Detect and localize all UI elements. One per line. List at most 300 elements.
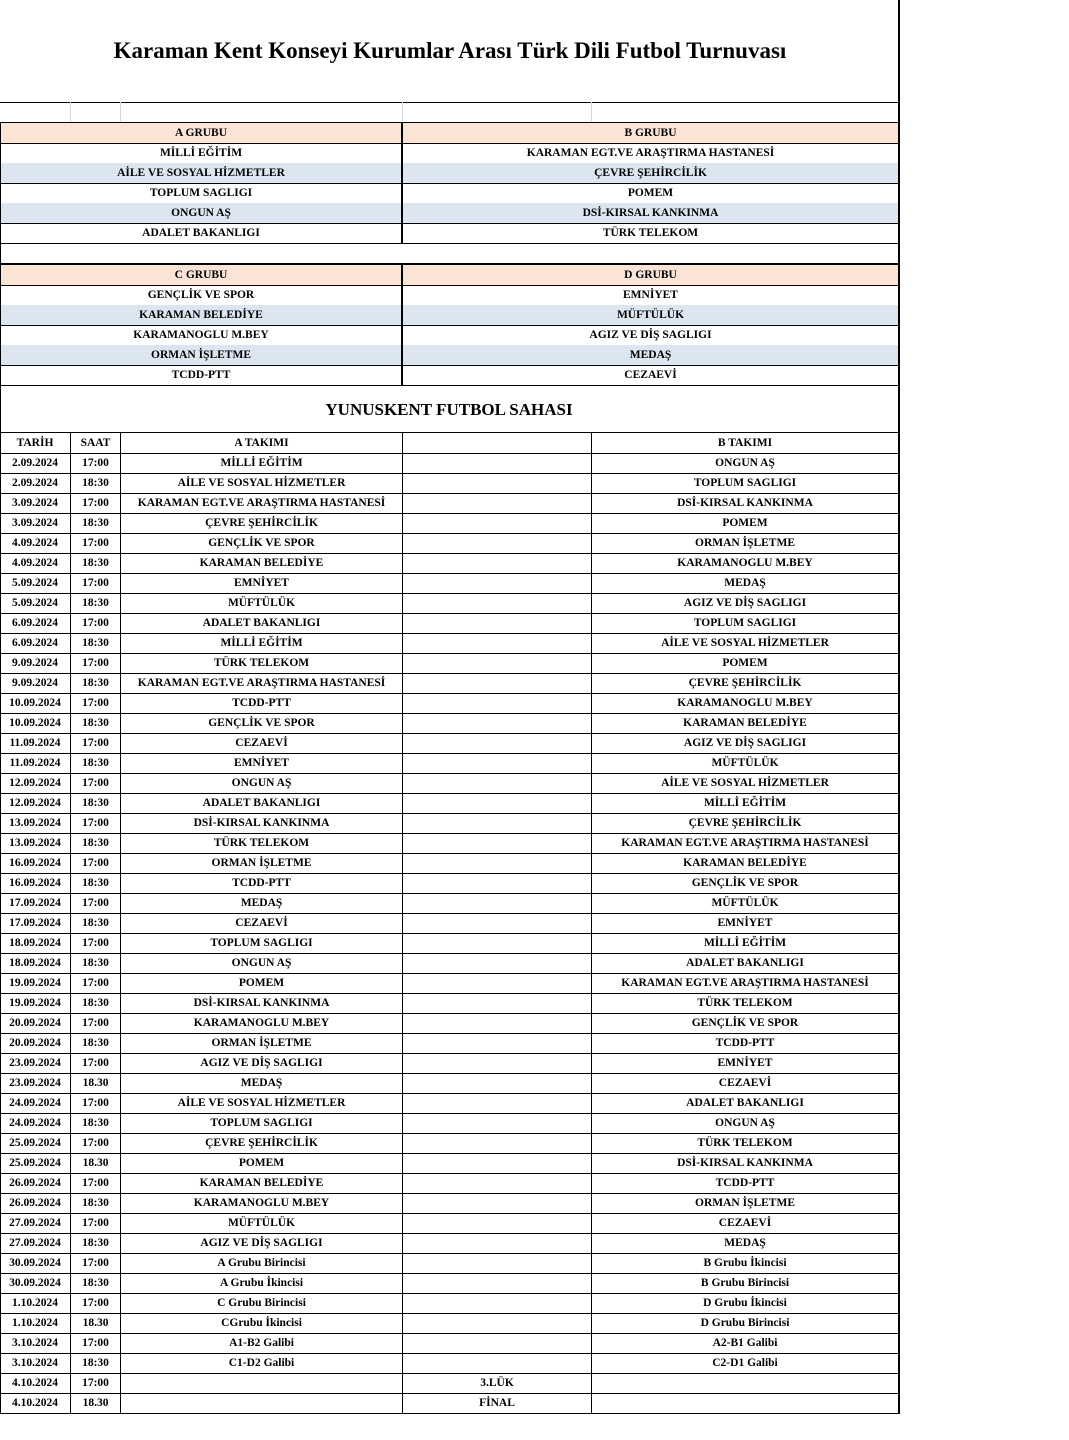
match-row — [0, 733, 898, 754]
match-time: 18:30 — [82, 717, 109, 729]
match-team-a: GENÇLİK VE SPOR — [208, 717, 315, 729]
match-team-b: KARAMANOGLU M.BEY — [677, 697, 813, 709]
match-team-b: D Grubu Birincisi — [700, 1317, 790, 1329]
match-date: 4.09.2024 — [12, 537, 58, 549]
match-team-a: POMEM — [238, 1157, 285, 1169]
group-team-row — [0, 345, 898, 366]
column-divider — [591, 433, 592, 1414]
group-team-row — [0, 183, 898, 204]
match-time: 17:00 — [82, 857, 109, 869]
match-time: 17:00 — [82, 1297, 109, 1309]
match-team-b: POMEM — [722, 657, 768, 669]
match-team-a: GENÇLİK VE SPOR — [208, 537, 315, 549]
match-stage — [403, 1133, 591, 1153]
match-time: 17:00 — [82, 1017, 109, 1029]
match-team-a: AİLE VE SOSYAL HİZMETLER — [177, 1097, 346, 1109]
group-team-row — [0, 305, 898, 326]
match-team-b: ÇEVRE ŞEHİRCİLİK — [688, 817, 802, 829]
match-date: 17.09.2024 — [9, 897, 61, 909]
match-team-a: TOPLUM SAGLIGI — [210, 937, 313, 949]
match-time: 18:30 — [82, 1237, 109, 1249]
match-time: 18:30 — [82, 997, 109, 1009]
match-row — [0, 1373, 898, 1394]
match-row — [0, 1133, 898, 1154]
match-time: 17:00 — [82, 1217, 109, 1229]
match-stage — [403, 1333, 591, 1353]
match-team-b — [592, 1373, 898, 1393]
venue-title: YUNUSKENT FUTBOL SAHASI — [0, 387, 898, 433]
match-date: 11.09.2024 — [9, 757, 61, 769]
match-team-a: TCDD-PTT — [232, 697, 291, 709]
match-time: 17:00 — [82, 457, 109, 469]
match-row — [0, 833, 898, 854]
match-team-b: MİLLİ EĞİTİM — [703, 797, 787, 809]
match-team-b: AGIZ VE DİŞ SAGLIGI — [683, 597, 807, 609]
match-row — [0, 1113, 898, 1134]
match-team-a: ADALET BAKANLIGI — [202, 797, 321, 809]
group-team-row — [0, 163, 898, 184]
match-row — [0, 1073, 898, 1094]
match-date: 27.09.2024 — [9, 1237, 61, 1249]
match-team-a: EMNİYET — [234, 577, 289, 589]
match-stage — [403, 1073, 591, 1093]
match-team-a: MEDAŞ — [240, 897, 283, 909]
match-time: 17:00 — [82, 1057, 109, 1069]
match-time: 17:00 — [82, 577, 109, 589]
match-row — [0, 933, 898, 954]
match-team-b: B Grubu Birincisi — [700, 1277, 790, 1289]
match-team-a: POMEM — [238, 977, 285, 989]
match-team-a: KARAMANOGLU M.BEY — [193, 1197, 330, 1209]
match-date: 11.09.2024 — [9, 737, 61, 749]
match-stage — [403, 1253, 591, 1273]
match-team-b: ONGUN AŞ — [715, 1117, 775, 1129]
match-row — [0, 993, 898, 1014]
match-time: 18:30 — [82, 1357, 109, 1369]
match-row — [0, 893, 898, 914]
match-stage — [403, 513, 591, 533]
match-stage: 3.LÜK — [480, 1377, 514, 1389]
match-date: 26.09.2024 — [9, 1197, 61, 1209]
match-time: 18:30 — [82, 1197, 109, 1209]
group-team-row — [0, 223, 898, 244]
match-row — [0, 473, 898, 494]
match-team-b: MEDAŞ — [724, 1237, 766, 1249]
match-team-a: MİLLİ EĞİTİM — [220, 637, 303, 649]
match-stage — [403, 453, 591, 473]
match-team-a: MEDAŞ — [240, 1077, 283, 1089]
match-team-b: DSİ-KIRSAL KANKINMA — [677, 497, 813, 509]
match-stage — [403, 1093, 591, 1113]
match-team-a: AGIZ VE DİŞ SAGLIGI — [200, 1057, 323, 1069]
match-team-b: ADALET BAKANLIGI — [686, 957, 804, 969]
group-name-left: C GRUBU — [174, 269, 228, 281]
match-date: 2.09.2024 — [12, 457, 58, 469]
match-date: 12.09.2024 — [9, 777, 61, 789]
match-stage — [403, 813, 591, 833]
match-row — [0, 493, 898, 514]
match-stage — [403, 1033, 591, 1053]
match-row — [0, 613, 898, 634]
match-time: 18:30 — [82, 477, 109, 489]
match-stage — [403, 853, 591, 873]
match-date: 4.09.2024 — [12, 557, 58, 569]
match-row — [0, 973, 898, 994]
match-stage — [403, 693, 591, 713]
match-stage — [403, 1313, 591, 1333]
match-team-b: ORMAN İŞLETME — [695, 537, 795, 549]
match-date: 9.09.2024 — [12, 657, 58, 669]
match-team-a: DSİ-KIRSAL KANKINMA — [193, 997, 330, 1009]
match-time: 17:00 — [82, 617, 109, 629]
match-team-a — [121, 1373, 402, 1393]
match-row — [0, 1213, 898, 1234]
match-row — [0, 593, 898, 614]
match-stage — [403, 1293, 591, 1313]
match-date: 26.09.2024 — [9, 1177, 61, 1189]
match-time: 18.30 — [82, 1397, 109, 1409]
match-team-b: KARAMAN EGT.VE ARAŞTIRMA HASTANESİ — [621, 837, 869, 849]
match-team-a: MÜFTÜLÜK — [227, 1217, 296, 1229]
match-date: 6.09.2024 — [12, 637, 58, 649]
match-time: 18:30 — [82, 797, 109, 809]
match-date: 25.09.2024 — [9, 1137, 61, 1149]
match-date: 24.09.2024 — [9, 1097, 61, 1109]
match-row — [0, 953, 898, 974]
match-team-a: AİLE VE SOSYAL HİZMETLER — [177, 477, 346, 489]
match-team-a: KARAMAN BELEDİYE — [199, 1177, 324, 1189]
match-date: 25.09.2024 — [9, 1157, 61, 1169]
match-date: 16.09.2024 — [9, 877, 61, 889]
match-time: 17:00 — [82, 537, 109, 549]
match-row — [0, 1013, 898, 1034]
match-stage — [403, 573, 591, 593]
match-team-a: CEZAEVİ — [235, 737, 288, 749]
match-team-b: ÇEVRE ŞEHİRCİLİK — [688, 677, 802, 689]
match-team-a: ONGUN AŞ — [231, 957, 292, 969]
match-team-a: KARAMAN BELEDİYE — [199, 557, 324, 569]
match-team-b: MİLLİ EĞİTİM — [703, 937, 787, 949]
spacer-row — [0, 102, 898, 123]
group-team-left: TCDD-PTT — [171, 369, 231, 381]
match-row — [0, 753, 898, 774]
match-time: 18.30 — [82, 1157, 109, 1169]
match-row — [0, 1293, 898, 1314]
match-time: 18.30 — [82, 1077, 109, 1089]
match-date: 3.10.2024 — [12, 1357, 58, 1369]
match-team-b: AİLE VE SOSYAL HİZMETLER — [661, 777, 829, 789]
match-stage — [403, 613, 591, 633]
match-time: 18:30 — [82, 517, 109, 529]
match-stage — [403, 1233, 591, 1253]
match-date: 30.09.2024 — [9, 1277, 61, 1289]
match-team-a: TCDD-PTT — [232, 877, 291, 889]
match-date: 30.09.2024 — [9, 1257, 61, 1269]
match-row — [0, 1313, 898, 1334]
match-team-a: ORMAN İŞLETME — [211, 1037, 312, 1049]
match-team-b: MEDAŞ — [724, 577, 766, 589]
match-time: 18:30 — [82, 757, 109, 769]
match-team-a: ONGUN AŞ — [231, 777, 292, 789]
match-team-b: GENÇLİK VE SPOR — [691, 1017, 799, 1029]
match-time: 17:00 — [82, 697, 109, 709]
match-stage — [403, 1213, 591, 1233]
match-team-a: A Grubu Birincisi — [217, 1257, 306, 1269]
group-name-right: D GRUBU — [624, 269, 677, 281]
match-date: 2.09.2024 — [12, 477, 58, 489]
match-stage — [403, 553, 591, 573]
match-team-a — [121, 1393, 402, 1413]
match-date: 1.10.2024 — [12, 1297, 58, 1309]
match-time: 17:00 — [82, 1377, 109, 1389]
match-date: 4.10.2024 — [12, 1377, 58, 1389]
match-time: 18.30 — [82, 1317, 109, 1329]
group-team-row — [0, 285, 898, 306]
group-team-right: MEDAŞ — [629, 349, 672, 361]
match-team-a: CGrubu İkincisi — [221, 1317, 302, 1329]
match-date: 3.09.2024 — [12, 497, 58, 509]
match-team-a: KARAMAN EGT.VE ARAŞTIRMA HASTANESİ — [137, 497, 386, 509]
match-stage — [403, 873, 591, 893]
match-team-b: TÜRK TELEKOM — [697, 997, 793, 1009]
match-row — [0, 873, 898, 894]
match-time: 17:00 — [82, 497, 109, 509]
match-stage — [403, 833, 591, 853]
match-time: 17:00 — [82, 1137, 109, 1149]
group-divider — [401, 264, 403, 385]
match-date: 9.09.2024 — [12, 677, 58, 689]
match-team-a: ADALET BAKANLIGI — [202, 617, 321, 629]
column-divider — [120, 433, 121, 1414]
match-stage: FİNAL — [479, 1397, 515, 1409]
group-gap — [0, 243, 898, 264]
match-stage — [403, 893, 591, 913]
match-team-a: TÜRK TELEKOM — [213, 657, 310, 669]
match-row — [0, 693, 898, 714]
match-stage — [403, 473, 591, 493]
match-row — [0, 853, 898, 874]
match-stage — [403, 733, 591, 753]
match-time: 17:00 — [82, 1097, 109, 1109]
match-date: 3.09.2024 — [12, 517, 58, 529]
match-row — [0, 813, 898, 834]
match-time: 17:00 — [82, 817, 109, 829]
match-date: 18.09.2024 — [9, 957, 61, 969]
match-date: 13.09.2024 — [9, 817, 61, 829]
match-team-b: ONGUN AŞ — [715, 457, 775, 469]
group-team-row — [0, 203, 898, 224]
column-divider — [402, 433, 403, 1414]
group-team-right: EMNİYET — [623, 289, 678, 301]
group-team-left: ONGUN AŞ — [171, 207, 231, 219]
match-time: 18:30 — [82, 557, 109, 569]
match-team-a: ÇEVRE ŞEHİRCİLİK — [205, 1137, 318, 1149]
group-divider — [401, 122, 403, 243]
group-team-left: KARAMAN BELEDİYE — [139, 309, 263, 321]
match-row — [0, 453, 898, 474]
column-divider — [70, 433, 71, 1414]
match-date: 24.09.2024 — [9, 1117, 61, 1129]
match-team-a: ORMAN İŞLETME — [211, 857, 312, 869]
match-time: 18:30 — [82, 917, 109, 929]
match-row — [0, 1393, 898, 1414]
match-team-b: GENÇLİK VE SPOR — [691, 877, 799, 889]
schedule-header-cell: B TAKIMI — [717, 437, 773, 449]
left-border — [0, 122, 1, 1414]
match-team-a: EMNİYET — [234, 757, 289, 769]
group-team-right: CEZAEVİ — [624, 369, 677, 381]
match-stage — [403, 1193, 591, 1213]
group-team-row — [0, 365, 898, 386]
match-time: 17:00 — [82, 1177, 109, 1189]
match-stage — [403, 633, 591, 653]
match-date: 16.09.2024 — [9, 857, 61, 869]
match-time: 17:00 — [82, 1337, 109, 1349]
match-team-b: DSİ-KIRSAL KANKINMA — [677, 1157, 813, 1169]
match-time: 17:00 — [82, 737, 109, 749]
match-team-b: POMEM — [722, 517, 768, 529]
match-row — [0, 1333, 898, 1354]
match-stage — [403, 1053, 591, 1073]
match-date: 19.09.2024 — [9, 997, 61, 1009]
match-time: 18:30 — [82, 1037, 109, 1049]
group-team-right: DSİ-KIRSAL KANKINMA — [582, 207, 719, 219]
match-team-b: TCDD-PTT — [715, 1177, 775, 1189]
match-row — [0, 1233, 898, 1254]
match-team-b: MÜFTÜLÜK — [711, 757, 779, 769]
match-time: 18:30 — [82, 1277, 109, 1289]
match-time: 18:30 — [82, 637, 109, 649]
match-row — [0, 1033, 898, 1054]
match-stage — [403, 913, 591, 933]
match-row — [0, 1353, 898, 1374]
match-date: 20.09.2024 — [9, 1037, 61, 1049]
match-team-b: TÜRK TELEKOM — [697, 1137, 793, 1149]
right-border — [898, 0, 900, 1414]
match-team-b: KARAMAN BELEDİYE — [683, 717, 807, 729]
match-date: 10.09.2024 — [9, 697, 61, 709]
match-date: 10.09.2024 — [9, 717, 61, 729]
match-date: 5.09.2024 — [12, 577, 58, 589]
match-date: 5.09.2024 — [12, 597, 58, 609]
match-date: 23.09.2024 — [9, 1057, 61, 1069]
match-stage — [403, 1013, 591, 1033]
match-time: 18:30 — [82, 597, 109, 609]
match-row — [0, 913, 898, 934]
match-stage — [403, 1353, 591, 1373]
match-team-b: CEZAEVİ — [718, 1077, 772, 1089]
match-stage — [403, 773, 591, 793]
schedule-header-cell: SAAT — [80, 437, 111, 449]
match-date: 13.09.2024 — [9, 837, 61, 849]
group-team-row — [0, 143, 898, 164]
group-team-left: TOPLUM SAGLIGI — [149, 187, 253, 199]
match-row — [0, 633, 898, 654]
match-date: 23.09.2024 — [9, 1077, 61, 1089]
schedule-header-row — [0, 433, 898, 454]
match-stage — [403, 1113, 591, 1133]
match-time: 17:00 — [82, 897, 109, 909]
match-row — [0, 1093, 898, 1114]
match-date: 20.09.2024 — [9, 1017, 61, 1029]
match-team-b: MÜFTÜLÜK — [711, 897, 779, 909]
match-date: 6.09.2024 — [12, 617, 58, 629]
group-team-left: GENÇLİK VE SPOR — [147, 289, 255, 301]
match-team-b: D Grubu İkincisi — [703, 1297, 787, 1309]
group-team-left: KARAMANOGLU M.BEY — [133, 329, 269, 341]
match-team-a: MÜFTÜLÜK — [227, 597, 296, 609]
match-team-b — [592, 1393, 898, 1413]
group-team-left: AİLE VE SOSYAL HİZMETLER — [117, 167, 285, 179]
match-date: 1.10.2024 — [12, 1317, 58, 1329]
match-time: 18:30 — [82, 1117, 109, 1129]
match-team-b: TCDD-PTT — [715, 1037, 775, 1049]
match-row — [0, 513, 898, 534]
match-row — [0, 793, 898, 814]
match-stage — [403, 533, 591, 553]
match-team-b: A2-B1 Galibi — [712, 1337, 778, 1349]
match-stage — [403, 953, 591, 973]
group-name-left: A GRUBU — [174, 127, 228, 139]
match-stage — [403, 993, 591, 1013]
group-team-right: AGIZ VE DİŞ SAGLIGI — [589, 329, 712, 341]
group-team-right: MÜFTÜLÜK — [616, 309, 685, 321]
match-row — [0, 553, 898, 574]
match-row — [0, 533, 898, 554]
match-team-a: KARAMAN EGT.VE ARAŞTIRMA HASTANESİ — [137, 677, 386, 689]
match-team-b: B Grubu İkincisi — [703, 1257, 787, 1269]
match-row — [0, 653, 898, 674]
match-date: 17.09.2024 — [9, 917, 61, 929]
match-date: 27.09.2024 — [9, 1217, 61, 1229]
match-team-a: C Grubu Birincisi — [217, 1297, 306, 1309]
schedule-header-cell: A TAKIMI — [234, 437, 289, 449]
match-row — [0, 713, 898, 734]
match-time: 17:00 — [82, 657, 109, 669]
match-stage — [403, 793, 591, 813]
schedule-header-cell — [403, 433, 591, 453]
match-row — [0, 1053, 898, 1074]
match-team-b: ADALET BAKANLIGI — [686, 1097, 804, 1109]
match-stage — [403, 933, 591, 953]
match-team-b: AGIZ VE DİŞ SAGLIGI — [683, 737, 807, 749]
match-stage — [403, 753, 591, 773]
match-team-b: ORMAN İŞLETME — [695, 1197, 795, 1209]
match-team-b: C2-D1 Galibi — [712, 1357, 778, 1369]
match-team-a: CEZAEVİ — [235, 917, 288, 929]
match-row — [0, 573, 898, 594]
group-team-right: ÇEVRE ŞEHİRCİLİK — [594, 167, 707, 179]
group-team-left: ORMAN İŞLETME — [151, 349, 251, 361]
match-team-b: KARAMANOGLU M.BEY — [677, 557, 813, 569]
match-team-a: TÜRK TELEKOM — [213, 837, 310, 849]
match-stage — [403, 653, 591, 673]
match-team-a: A1-B2 Galibi — [229, 1337, 294, 1349]
match-team-a: AGIZ VE DİŞ SAGLIGI — [200, 1237, 323, 1249]
group-team-right: KARAMAN EGT.VE ARAŞTIRMA HASTANESİ — [526, 147, 775, 159]
match-stage — [403, 593, 591, 613]
match-team-b: EMNİYET — [717, 917, 773, 929]
match-row — [0, 1253, 898, 1274]
match-row — [0, 773, 898, 794]
match-time: 18:30 — [82, 837, 109, 849]
match-team-b: TOPLUM SAGLIGI — [693, 617, 797, 629]
group-team-right: TÜRK TELEKOM — [602, 227, 699, 239]
match-team-b: CEZAEVİ — [718, 1217, 772, 1229]
match-time: 18:30 — [82, 677, 109, 689]
match-stage — [403, 1153, 591, 1173]
match-team-b: KARAMAN BELEDİYE — [683, 857, 807, 869]
